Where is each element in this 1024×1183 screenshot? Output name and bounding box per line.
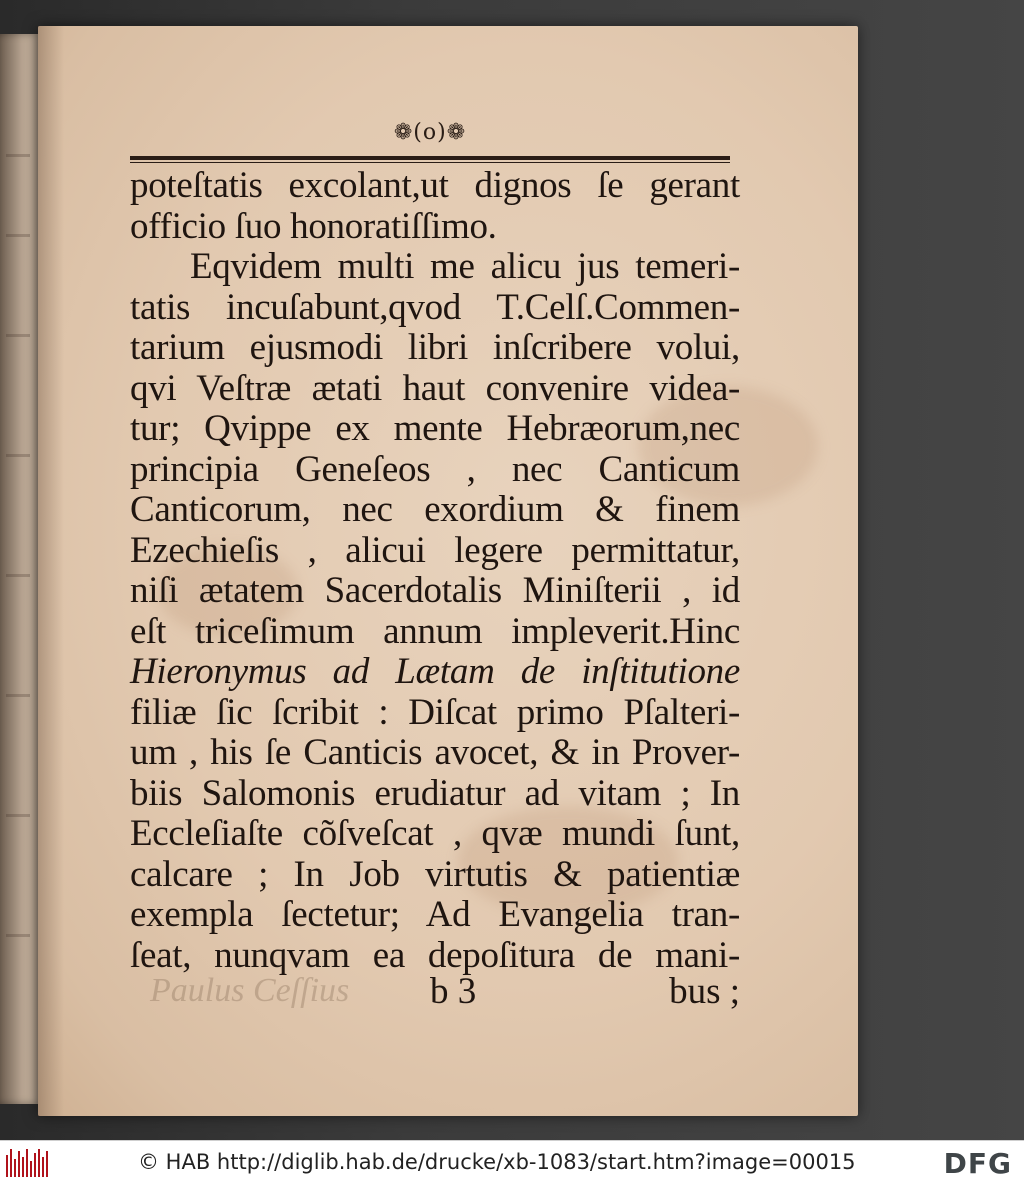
text-line: um , his ſe Canticis avocet, & in Prover- [130, 732, 740, 773]
text-line: eſt triceſimum annum impleverit.Hinc [130, 610, 740, 652]
text-line: Eqvidem multi me alicu jus temeri- [190, 246, 740, 287]
text-line: qvi Veſtræ ætati haut convenire videa- [130, 367, 740, 409]
text-line: principia Geneſeos , nec Canticum [130, 448, 740, 490]
text-line: Ezechieſis , alicui legere permittatur, [130, 529, 740, 571]
text-line: exempla ſectetur; Ad Evangelia tran- [130, 894, 740, 935]
hab-barcode-logo-icon [6, 1147, 50, 1177]
text-line: tatis incuſabunt,qvod T.Celſ.Commen- [130, 286, 740, 328]
adjacent-page-edge [0, 34, 40, 1104]
text-line: biis Salomonis erudiatur ad vitam ; In [130, 772, 740, 814]
text-line: Hieronymus ad Lætam de inſtitutione [130, 651, 740, 692]
header-rule [130, 156, 730, 163]
signature-mark: b 3 [430, 971, 477, 1012]
catchword: bus ; [669, 971, 740, 1012]
page-header-ornament: ❁(o)❁ [393, 120, 467, 145]
text-line: Eccleſiaſte cõſveſcat , qvæ mundi ſunt, [130, 813, 740, 854]
page-gutter-shadow [38, 26, 64, 1116]
text-line: Canticorum, nec exordium & finem [130, 489, 740, 530]
text-line: tarium ejusmodi libri inſcribere volui, [130, 327, 740, 368]
copyright-link[interactable]: © HAB http://diglib.hab.de/drucke/xb-1083/start.htm?image=00015 [138, 1150, 856, 1174]
book-page [38, 26, 858, 1116]
text-line: filiæ ſic ſcribit : Diſcat primo Pſalteri- [130, 691, 740, 733]
text-line: tur; Qvippe ex mente Hebræorum,nec [130, 408, 740, 449]
text-line: officio ſuo honoratiſſimo. [130, 205, 497, 247]
text-line: poteſtatis excolant,ut dignos ſe gerant [130, 165, 740, 206]
page-text [130, 166, 740, 976]
page-footer [130, 970, 740, 1012]
bleed-through-text: Paulus Ceſſius [150, 972, 350, 1009]
footer-bar [0, 1140, 1024, 1183]
text-line: calcare ; In Job virtutis & patientiæ [130, 853, 740, 895]
text-line: ſeat, nunqvam ea depoſitura de mani- [130, 934, 740, 976]
text-line: niſi ætatem Sacerdotalis Miniſterii , id [130, 570, 740, 611]
dfg-logo: DFG [943, 1147, 1012, 1180]
